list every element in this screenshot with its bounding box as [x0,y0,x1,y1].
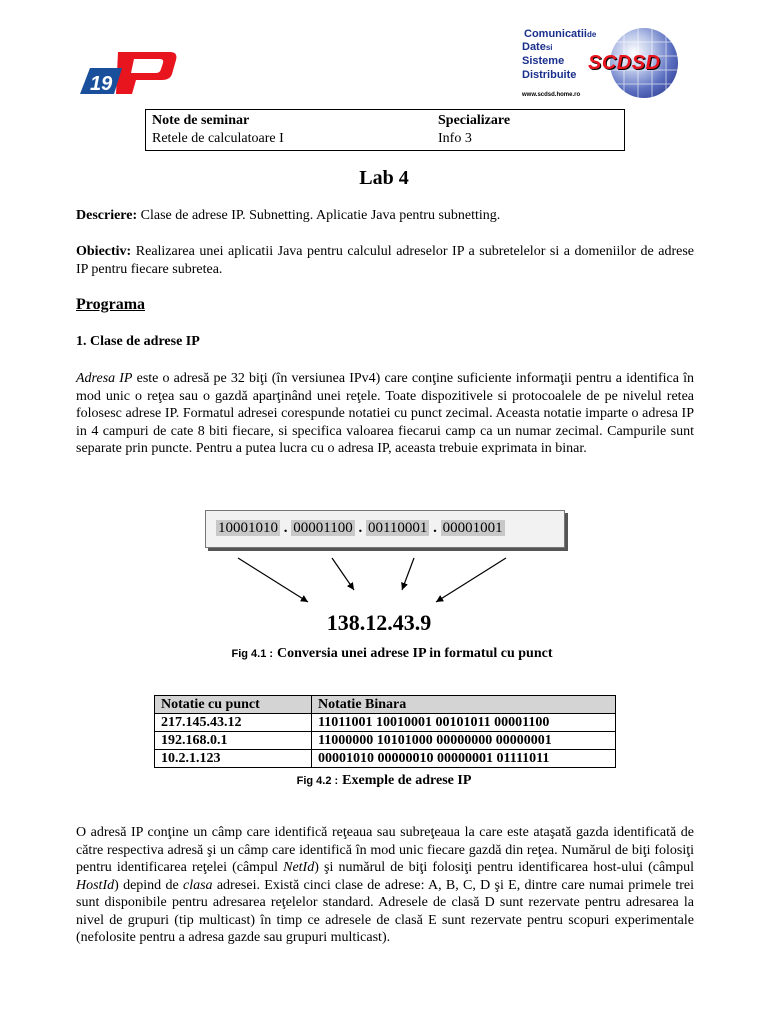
logo-19p-text: 19 [90,73,113,95]
term-netid: NetId [283,860,315,875]
table-cell: 10.2.1.123 [155,750,312,768]
description-label: Descriere: [76,208,138,223]
arrow-3 [402,558,414,590]
logo-text-scdsd: SCDSD [588,52,661,74]
figure-1-caption-prefix: Fig 4.1 : [231,648,274,660]
logo-text-date: Date [522,41,546,53]
conversion-arrows [230,552,520,610]
decimal-address: 138.12.43.9 [326,610,432,635]
octet-separator: . [433,520,437,536]
binary-octet-1: 10001010 [218,520,278,536]
figure-1-caption-text: Conversia unei adrese IP in formatul cu punct [277,646,553,661]
table-header-cell: Notatie cu punct [155,696,312,714]
info-col2-header: Specializare [438,113,511,128]
logo-line-1 [524,28,596,40]
logo-19p [78,50,178,96]
logo-scdsd [518,28,702,102]
arrow-1 [238,558,308,602]
logo-text-sisteme: Sisteme [522,55,565,67]
page-title: Lab 4 [359,167,409,189]
table-cell: 11011001 10010001 00101011 00001100 [312,714,616,732]
arrow-4 [436,558,506,602]
info-table [145,109,625,151]
term-adresa-ip: Adresa IP [76,371,133,386]
logo-text-comunicatii: Comunicatii [524,28,587,40]
section-title: Programa [76,296,146,313]
binary-octet-3: 00110001 [367,520,428,536]
term-hostid: HostId [76,877,115,893]
table-cell: 192.168.0.1 [155,732,312,750]
figure-2-caption [0,771,768,789]
logo-line-2 [522,41,553,53]
description [76,207,694,225]
info-col2-value: Info 3 [438,131,472,146]
octet-separator: . [283,520,288,536]
paragraph-address-classes [76,824,694,947]
paragraph-2-text: adresei. Există cinci clase de adrese: A, B, C, D şi E, dintre care numai primele trei sunt disponibile pentru adresarea reţelelor standard. Adresele de clasă D sunt rezervate pentru adresarea la nivel de grupuri (tip multicast) în timp ce adresele de clasă E sunt rezervate pentru scopuri experimentale (nefolosite pentru a adresa gazde sau grupuri multicast). [76,877,695,945]
binary-address-box [205,510,565,548]
paragraph-2-text: ) depind de [114,877,183,893]
paragraph-1-text: este o adresă pe 32 biţi (în versiunea IPv4) care conţine suficiente informaţii pentru a identifica în mod unic o reţea sau o gazdă aparţinând unei reţele. Toate dispozitivele si protocoalele de pe nivelul retea folosesc adrese IP. Formatul adresei corespunde notatiei cu punct zecimal. Aceasta notatie imparte o adresa IP in 4 campuri de cate 8 biti fiecare, si specifica valoarea fiecarui camp ca un numar zecimal. Campurile sunt separate prin puncte. Pentru a putea lucra cu o adresa IP, aceasta trebuie exprimata in binar. [76,371,694,456]
info-col1-value: Retele de calculatoare I [152,131,284,146]
table-row [155,750,616,768]
logo-text-url: www.scdsd.home.ro [522,92,581,98]
description-text: Clase de adrese IP. Subnetting. Aplicatie Java pentru subnetting. [140,208,501,223]
info-col-2 [438,112,510,148]
binary-octet-2: 00001100 [293,520,353,536]
arrow-2 [332,558,354,590]
table-header-row [155,696,616,714]
table-cell: 00001010 00000010 00000001 01111011 [312,750,616,768]
objective-label: Obiectiv: [76,244,132,259]
logo-text-de: de [586,30,597,39]
table-header-cell: Notatie Binara [312,696,616,714]
ip-examples-table [154,695,616,768]
octet-separator: . [358,520,363,536]
binary-octet-4: 00001001 [442,520,503,536]
logo-text-distribuite: Distribuite [522,69,577,81]
paragraph-ip-address [76,370,694,458]
objective-text: Realizarea unei aplicatii Java pentru calculul adreselor IP a subretelelor si a domeniilor de adrese IP pentru fiecare subretea. [76,244,694,277]
subsection-title: 1. Clase de adrese IP [76,334,200,349]
table-row [155,732,616,750]
term-clasa: clasa [182,877,213,893]
table-cell: 11000000 10101000 00000000 00000001 [312,732,616,750]
objective [76,243,694,278]
paragraph-2-text: O adresă IP conţine un câmp care identifică reţeaua sau subreţeaua la care este ataşată gazda identificată de către respectiva adresă şi un câmp care identifică în mod unic fiecare gazdă din reţea. Numărul de biţi folosiţi pentru identificarea reţelei (câmpul [76,825,694,875]
table-cell: 217.145.43.12 [155,714,312,732]
info-col1-header: Note de seminar [152,113,250,128]
table-row [155,714,616,732]
paragraph-2-text: ) şi numărul de biţi folosiţi pentru identificarea host-ului (câmpul [314,860,695,875]
binary-octets [216,520,505,537]
figure-1-caption [0,644,768,662]
figure-2-caption-prefix: Fig 4.2 : [296,775,339,787]
logo-text-si: si [545,43,553,52]
info-col-1 [152,112,284,148]
figure-2-caption-text: Exemple de adrese IP [342,773,472,788]
